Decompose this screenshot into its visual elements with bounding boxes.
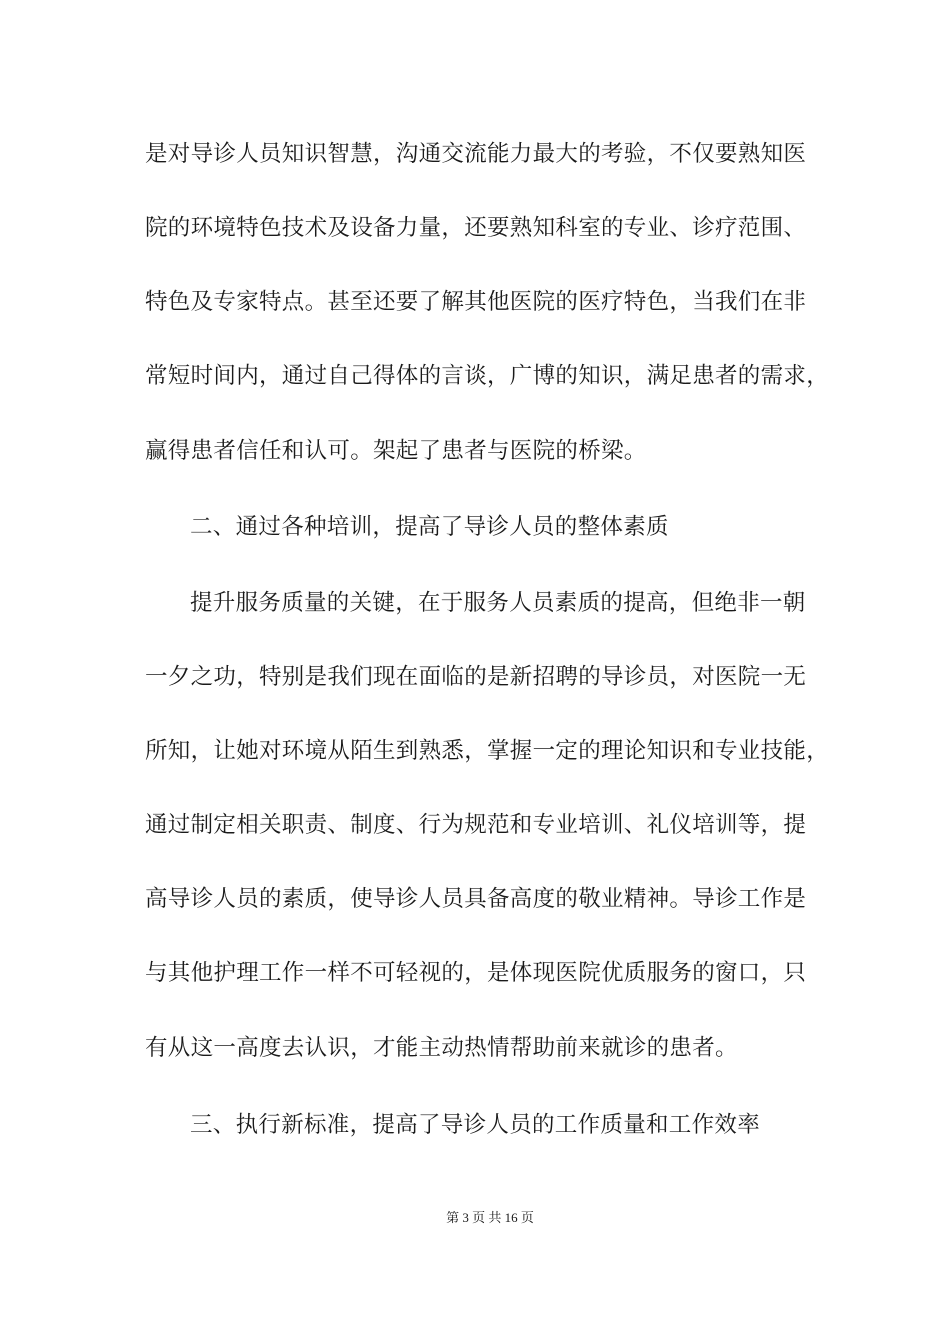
body-text-line: 特色及专家特点。甚至还要了解其他医院的医疗特色，当我们在非 [145,289,807,315]
body-text-line: 高导诊人员的素质，使导诊人员具备高度的敬业精神。导诊工作是 [145,886,807,912]
body-text-line: 有从这一高度去认识，才能主动热情帮助前来就诊的患者。 [145,1035,738,1061]
page-number-footer: 第 3 页 共 16 页 [446,1210,534,1225]
section-heading: 三、执行新标准，提高了导诊人员的工作质量和工作效率 [190,1112,761,1138]
body-text-line: 通过制定相关职责、制度、行为规范和专业培训、礼仪培训等，提 [145,812,807,838]
body-text-line: 赢得患者信任和认可。架起了患者与医院的桥梁。 [145,438,647,464]
section-heading: 二、通过各种培训，提高了导诊人员的整体素质 [190,514,669,540]
body-text-line: 院的环境特色技术及设备力量，还要熟知科室的专业、诊疗范围、 [145,215,807,241]
paragraph-first-line: 提升服务质量的关键，在于服务人员素质的提高，但绝非一朝 [190,590,806,616]
body-text-line: 与其他护理工作一样不可轻视的，是体现医院优质服务的窗口，只 [145,960,807,986]
body-text-line: 是对导诊人员知识智慧，沟通交流能力最大的考验，不仅要熟知医 [145,141,807,167]
body-text-line: 常短时间内，通过自己得体的言谈，广博的知识，满足患者的需求， [145,363,830,389]
body-text-line: 一夕之功，特别是我们现在面临的是新招聘的导诊员，对医院一无 [145,664,807,690]
body-text-line: 所知，让她对环境从陌生到熟悉，掌握一定的理论知识和专业技能， [145,738,830,764]
